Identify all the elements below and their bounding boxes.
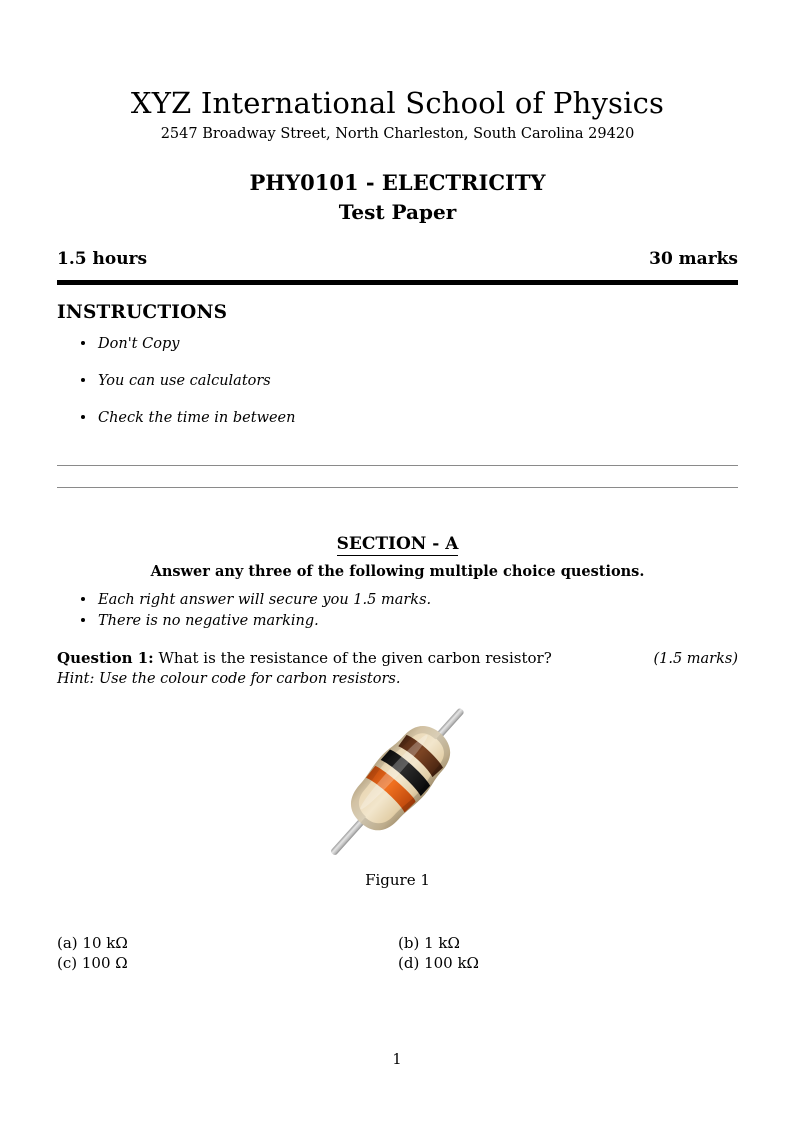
section-note-text: Each right answer will secure you 1.5 marks. — [98, 591, 432, 608]
section-note-text: There is no negative marking. — [98, 613, 319, 630]
instruction-text: Check the time in between — [98, 409, 296, 426]
instruction-item — [57, 372, 738, 390]
bullet-icon — [81, 415, 85, 419]
section-note-item — [57, 591, 738, 609]
page-content — [57, 0, 738, 973]
bullet-icon — [81, 597, 85, 601]
instruction-text: Don't Copy — [98, 335, 180, 352]
section-subheading: Answer any three of the following multiple choice questions. — [150, 562, 645, 580]
bullet-icon — [81, 341, 85, 345]
exam-duration: 1.5 hours — [57, 248, 148, 269]
course-title: PHY0101 - ELECTRICITY — [249, 170, 546, 196]
question-1-row — [57, 649, 738, 669]
page-number: 1 — [392, 1052, 402, 1068]
section-heading — [57, 534, 738, 554]
question-1-options — [57, 933, 738, 974]
figure-1-caption: Figure 1 — [365, 870, 430, 889]
instructions-divider-top — [57, 465, 738, 466]
question-1-hint: Hint: Use the colour code for carbon resistors. — [57, 671, 401, 687]
question-1-marks: (1.5 marks) — [653, 651, 738, 668]
exam-meta-row — [57, 249, 738, 269]
option-b[interactable]: (b) 1 kΩ — [398, 933, 460, 952]
section-heading-text: SECTION - A — [336, 533, 459, 554]
bullet-icon — [81, 378, 85, 382]
question-1-label: Question 1: — [57, 649, 154, 668]
option-d[interactable]: (d) 100 kΩ — [398, 954, 479, 973]
school-address: 2547 Broadway Street, North Charleston, South Carolina 29420 — [160, 125, 635, 142]
question-1-text: What is the resistance of the given carbon resistor? — [158, 649, 552, 668]
instructions-heading: INSTRUCTIONS — [57, 301, 228, 323]
school-name: XYZ International School of Physics — [130, 86, 665, 120]
carbon-resistor-icon — [288, 697, 508, 865]
figure-1-block — [57, 697, 738, 889]
option-a[interactable]: (a) 10 kΩ — [57, 933, 128, 952]
instruction-item — [57, 409, 738, 427]
options-row-2 — [57, 953, 738, 973]
section-note-item — [57, 612, 738, 630]
question-1-statement — [57, 649, 552, 669]
section-notes-list — [57, 591, 738, 630]
instruction-item — [57, 335, 738, 353]
paper-title: Test Paper — [338, 199, 457, 224]
instruction-text: You can use calculators — [98, 372, 271, 389]
figure-1-stage — [57, 697, 738, 865]
instructions-list — [57, 335, 738, 427]
instructions-divider-bottom — [57, 487, 738, 488]
options-row-1 — [57, 933, 738, 953]
header-divider-thick — [57, 280, 738, 285]
option-c[interactable]: (c) 100 Ω — [57, 954, 128, 973]
bullet-icon — [81, 618, 85, 622]
exam-total-marks: 30 marks — [649, 248, 738, 269]
